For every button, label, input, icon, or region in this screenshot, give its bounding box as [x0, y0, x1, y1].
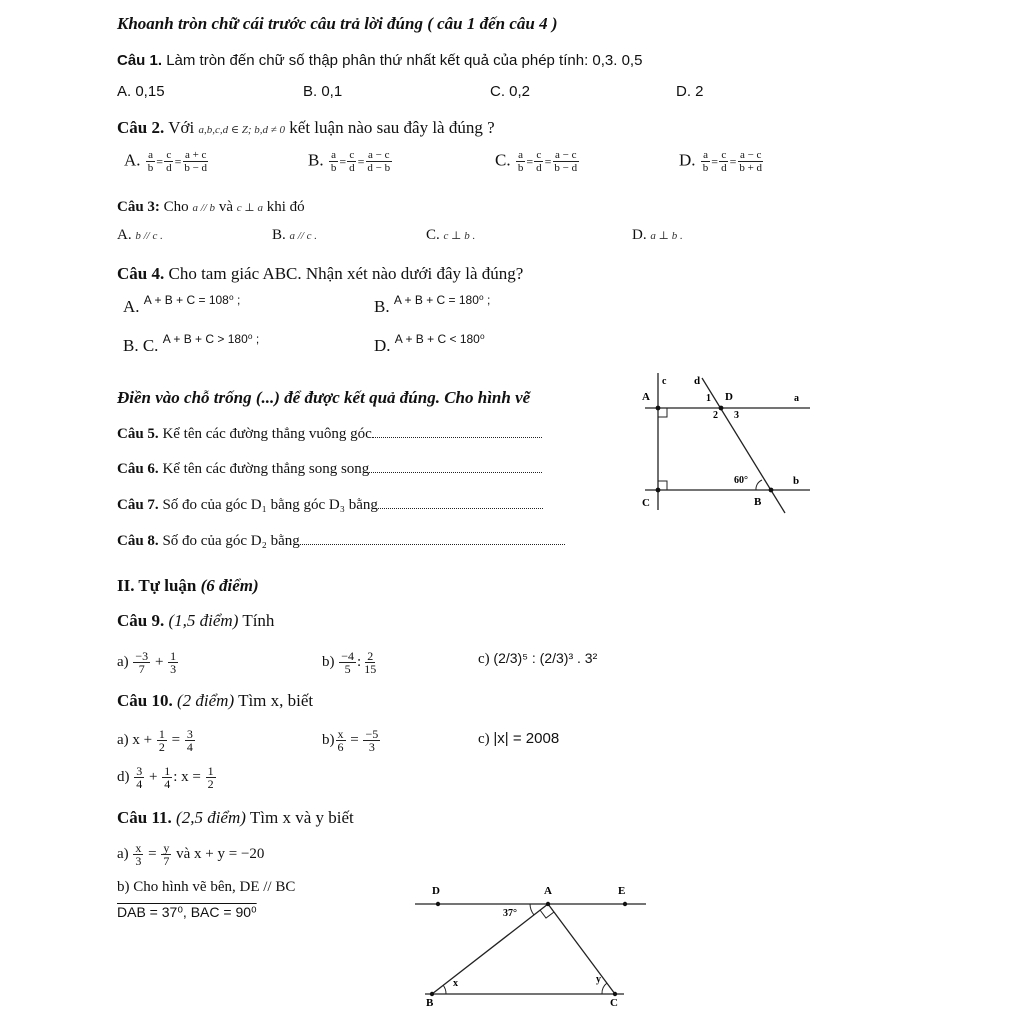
- q10-points: (2 điểm): [176, 691, 235, 710]
- label-c: c: [662, 376, 667, 387]
- q10a-lead: x +: [132, 731, 153, 748]
- angle-num-3: 3: [734, 410, 739, 421]
- q3-option-b[interactable]: [272, 227, 317, 244]
- right-angle-a: [540, 910, 554, 918]
- mc-header: Khoanh tròn chữ cái trước câu trả lời đúng ( câu 1 đến câu 4 ): [117, 14, 558, 33]
- q2-c-frac1: $\frac{a}{b}$: [517, 149, 524, 174]
- q3-text-mid: và: [218, 199, 233, 215]
- q3-option-c[interactable]: [426, 227, 475, 244]
- q10a-f2n: 3: [186, 727, 193, 741]
- q9a-op: +: [154, 653, 164, 670]
- q9-part-b: [322, 650, 379, 675]
- q7-label: Câu 7.: [117, 497, 159, 513]
- q2-text-pre: Với: [168, 118, 195, 137]
- q3-d-math: a ⊥ b .: [650, 230, 683, 242]
- q9b-f2d: 15: [364, 662, 377, 676]
- label-A: A: [642, 391, 650, 403]
- label-D: D: [432, 885, 440, 897]
- q10a-f1d: 2: [158, 740, 165, 754]
- label-C: C: [610, 997, 618, 1008]
- q2-c-frac2: $\frac{c}{d}$: [536, 149, 542, 174]
- question-7: [117, 496, 543, 514]
- q10b-prefix: b): [322, 731, 335, 748]
- q10b-f1d: 6: [337, 740, 344, 754]
- point-b: [430, 992, 434, 996]
- q4-text: Cho tam giác ABC. Nhận xét nào dưới đây là đúng?: [168, 264, 524, 283]
- q10d-mid: : x =: [173, 768, 201, 785]
- q3-c-math: c ⊥ b .: [443, 230, 476, 242]
- q10-part-c: [478, 730, 559, 748]
- question-4: [117, 264, 523, 284]
- q2-d-letter: D.: [679, 150, 696, 170]
- q3-label: Câu 3:: [117, 199, 160, 215]
- question-2: [117, 118, 495, 138]
- label-C: C: [642, 497, 650, 509]
- angle-y-arc: [602, 983, 607, 994]
- q10b-eq: =: [350, 731, 359, 748]
- point-d: [719, 406, 724, 411]
- q11a-f1d: 3: [135, 854, 142, 868]
- q3-a-math: b // c .: [135, 230, 163, 242]
- label-E: E: [618, 885, 626, 897]
- q2-a-frac1: $\frac{a}{b}$: [147, 149, 154, 174]
- q2-condition: a,b,c,d ∈ Z; b,d ≠ 0: [198, 124, 286, 136]
- q9b-f1n: −4: [341, 649, 355, 663]
- label-d: d: [694, 375, 701, 387]
- q9b-f2n: 2: [367, 649, 374, 663]
- q1-label: Câu 1.: [117, 52, 163, 69]
- q2-text-post: kết luận nào sau đây là đúng ?: [289, 118, 495, 137]
- q10-label: Câu 10.: [117, 691, 173, 710]
- q11a-prefix: a): [117, 845, 129, 862]
- q3-b-math: a // c .: [289, 230, 318, 242]
- angle-x-label: x: [453, 978, 458, 989]
- fill-header: Điền vào chỗ trống (...) để được kết quả đúng. Cho hình vẽ: [117, 388, 531, 407]
- q3-text-pre: Cho: [163, 199, 189, 215]
- q5-label: Câu 5.: [117, 426, 159, 442]
- label-B: B: [426, 997, 434, 1008]
- q3-cond2: c ⊥ a: [236, 202, 263, 214]
- label-a: a: [794, 393, 799, 404]
- point-a: [656, 406, 661, 411]
- q10b-f1n: x: [337, 727, 344, 741]
- angle-num-1: 1: [706, 393, 711, 404]
- q11-part-b-angles: DAB = 37⁰, BAC = 90⁰: [117, 904, 257, 920]
- point-b: [769, 488, 774, 493]
- q10c-prefix: c): [478, 731, 490, 747]
- q2-c-frac3: $\frac{a - c}{b - d}$: [554, 149, 578, 174]
- q3-option-d[interactable]: [632, 227, 683, 244]
- q10-part-d: [117, 765, 217, 790]
- q1-option-a[interactable]: A. 0,15: [117, 83, 165, 100]
- q10d-f2n: 1: [164, 764, 171, 778]
- q2-option-c[interactable]: C. $\frac{a}{b}$ = $\frac{c}{d}$ = $\frac{a - c}{b - d}$: [495, 149, 578, 174]
- q9-text: Tính: [242, 611, 275, 630]
- q10d-prefix: d): [117, 768, 130, 785]
- question-11: [117, 808, 354, 828]
- q6-text: Kể tên các đường thẳng song song: [162, 461, 370, 477]
- q2-b-frac1: $\frac{a}{b}$: [330, 149, 337, 174]
- q10-part-b: [322, 728, 381, 753]
- q4-d-letter: D.: [374, 336, 391, 355]
- q1-option-d[interactable]: D. 2: [676, 83, 704, 100]
- q11-text: Tìm x và y biết: [249, 808, 354, 827]
- q10d-f3d: 2: [207, 777, 214, 791]
- q4-b-letter: B.: [374, 297, 390, 316]
- q6-blank[interactable]: [369, 460, 542, 473]
- angle-37-label: 37°: [503, 908, 517, 919]
- question-1: [117, 52, 642, 69]
- q10d-f1n: 3: [136, 764, 143, 778]
- question-3: [117, 199, 305, 216]
- q9a-f2n: 1: [170, 649, 177, 663]
- q8-text: Số đo của góc D₂ bằng: [162, 533, 300, 549]
- angle-60: 60°: [734, 475, 748, 486]
- q11a-f2n: y: [163, 841, 170, 855]
- question-6: [117, 460, 542, 478]
- point-a: [546, 902, 550, 906]
- q10b-f2n: −5: [365, 727, 379, 741]
- point-d: [436, 902, 440, 906]
- q9-part-a: [117, 650, 179, 675]
- q2-d-frac2: $\frac{c}{d}$: [721, 149, 727, 174]
- angle-b-arc: [756, 480, 762, 490]
- q3-b-letter: B.: [272, 227, 286, 243]
- q9-points: (1,5 điểm): [168, 611, 239, 630]
- q1-text: Làm tròn đến chữ số thập phân thứ nhất kết quả của phép tính: 0,3. 0,5: [166, 52, 643, 69]
- question-8: [117, 532, 565, 550]
- q2-label: Câu 2.: [117, 118, 165, 137]
- q10-part-a: [117, 728, 196, 753]
- q11-part-a: [117, 842, 264, 867]
- q3-d-letter: D.: [632, 227, 647, 243]
- q9a-f2d: 3: [170, 662, 177, 676]
- q10a-prefix: a): [117, 731, 129, 748]
- q9c-expr: (2/3)⁵ : (2/3)³ . 3²: [493, 650, 598, 666]
- q9a-f1d: 7: [138, 662, 145, 676]
- q10a-eq: =: [171, 731, 181, 748]
- line-d: [702, 378, 785, 513]
- figure-parallel-lines: [630, 368, 830, 518]
- q11a-f1n: x: [135, 841, 142, 855]
- label-A: A: [544, 885, 552, 897]
- question-10: [117, 691, 313, 711]
- q11a-tail: và x + y = −20: [176, 845, 265, 862]
- q2-option-b[interactable]: B. $\frac{a}{b}$ = $\frac{c}{d}$ = $\frac{a - c}{d - b}$: [308, 149, 391, 174]
- q9a-f1n: −3: [135, 649, 149, 663]
- q2-option-a[interactable]: A. $\frac{a}{b}$ = $\frac{c}{d}$ = $\frac{a + c}{b - d}$: [124, 149, 208, 174]
- q4-a-math: A + B + C = 108⁰ ;: [143, 293, 241, 307]
- q4-option-d[interactable]: [374, 332, 485, 356]
- q3-a-letter: A.: [117, 227, 132, 243]
- q9-label: Câu 9.: [117, 611, 165, 630]
- q2-d-frac3: $\frac{a - c}{b + d}$: [739, 149, 763, 174]
- q9b-f1d: 5: [344, 662, 351, 676]
- point-e: [623, 902, 627, 906]
- q4-option-c[interactable]: [123, 332, 260, 356]
- q5-blank[interactable]: [372, 425, 542, 438]
- label-B: B: [754, 496, 762, 508]
- angle-y-label: y: [596, 974, 601, 985]
- q11-label: Câu 11.: [117, 808, 172, 827]
- q9c-prefix: c): [478, 651, 490, 667]
- q4-b-math: A + B + C = 180⁰ ;: [393, 293, 491, 307]
- q9-part-c: [478, 650, 597, 668]
- q8-label: Câu 8.: [117, 533, 159, 549]
- section-2-points: (6 điểm): [200, 576, 259, 595]
- point-c: [656, 488, 661, 493]
- angle-num-2: 2: [713, 410, 718, 421]
- q2-b-frac3: $\frac{a - c}{d - b}$: [367, 149, 391, 174]
- q4-option-a[interactable]: [123, 293, 241, 317]
- q10d-f3n: 1: [207, 764, 214, 778]
- q4-d-math: A + B + C < 180⁰: [394, 332, 485, 346]
- question-9: [117, 611, 274, 631]
- segment-ac: [548, 904, 615, 994]
- q10a-f1n: 1: [158, 727, 165, 741]
- q3-cond1: a // b: [192, 202, 216, 214]
- q5-text: Kể tên các đường thẳng vuông góc: [162, 426, 372, 442]
- q1-option-b[interactable]: B. 0,1: [303, 83, 343, 100]
- q9b-op: :: [357, 653, 362, 670]
- q10d-f2d: 4: [164, 777, 171, 791]
- q10d-op: +: [149, 768, 158, 785]
- q9b-prefix: b): [322, 653, 335, 670]
- q4-c-letter: B. C.: [123, 336, 159, 355]
- section-2-title: [117, 576, 259, 596]
- q10-text: Tìm x, biết: [238, 691, 314, 710]
- segment-ab: [432, 904, 548, 994]
- q2-option-d[interactable]: D. $\frac{a}{b}$ = $\frac{c}{d}$ = $\frac{a - c}{b + d}$: [679, 149, 763, 174]
- label-b: b: [793, 475, 800, 487]
- q2-b-frac2: $\frac{c}{d}$: [349, 149, 355, 174]
- q4-c-math: A + B + C > 180⁰ ;: [162, 332, 260, 346]
- q3-text-post: khi đó: [266, 199, 305, 215]
- q2-a-letter: A.: [124, 150, 141, 170]
- q2-b-letter: B.: [308, 150, 324, 170]
- section-2-name: II. Tự luận: [117, 576, 197, 595]
- q10a-f2d: 4: [186, 740, 193, 754]
- angle-37-arc: [530, 904, 534, 915]
- q10d-f1d: 4: [136, 777, 143, 791]
- figure-triangle: [410, 878, 670, 1008]
- q3-option-a[interactable]: [117, 227, 163, 244]
- angle-x-arc: [443, 985, 446, 994]
- q11-part-b-text: b) Cho hình vẽ bên, DE // BC: [117, 879, 296, 895]
- label-D: D: [725, 391, 733, 403]
- q2-a-frac2: $\frac{c}{d}$: [166, 149, 172, 174]
- q9a-prefix: a): [117, 653, 129, 670]
- q1-option-c[interactable]: C. 0,2: [490, 83, 531, 100]
- q2-c-letter: C.: [495, 150, 511, 170]
- q11a-f2d: 7: [163, 854, 170, 868]
- q11-points: (2,5 điểm): [176, 808, 246, 827]
- q10b-f2d: 3: [368, 740, 375, 754]
- q8-blank[interactable]: [300, 532, 565, 545]
- q6-label: Câu 6.: [117, 461, 159, 477]
- point-c: [613, 992, 617, 996]
- q7-blank[interactable]: [378, 496, 543, 509]
- q11a-eq: =: [148, 845, 157, 862]
- q3-c-letter: C.: [426, 227, 440, 243]
- q2-d-frac1: $\frac{a}{b}$: [702, 149, 709, 174]
- q10c-expr: |x| = 2008: [493, 730, 560, 747]
- q4-option-b[interactable]: [374, 293, 491, 317]
- q2-a-frac3: $\frac{a + c}{b - d}$: [184, 149, 208, 174]
- q4-a-letter: A.: [123, 297, 140, 316]
- q7-text: Số đo của góc D₁ bằng góc D₃ bằng: [162, 497, 378, 513]
- q4-label: Câu 4.: [117, 264, 165, 283]
- question-5: [117, 425, 542, 443]
